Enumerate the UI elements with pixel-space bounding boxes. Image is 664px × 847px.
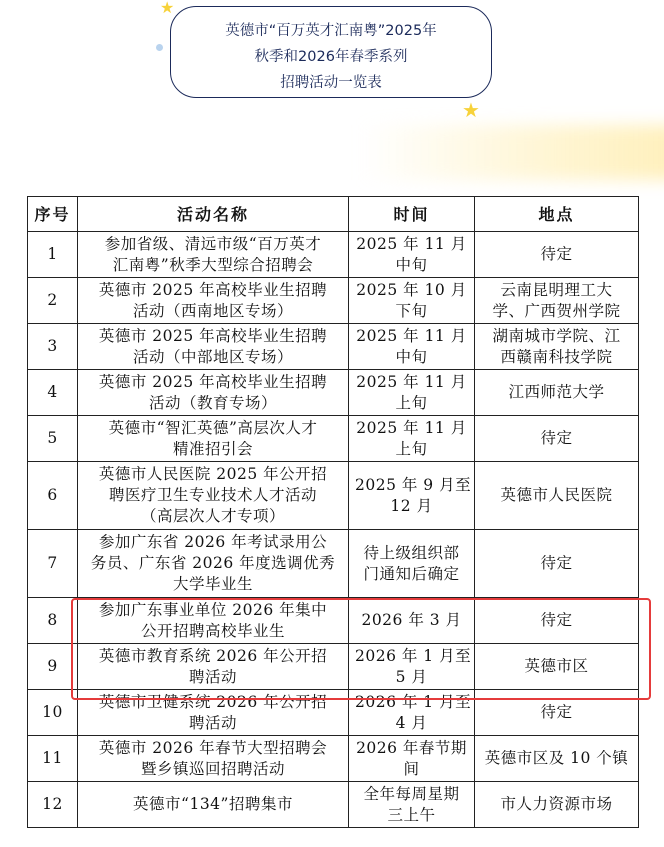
row-name-line: 活动（西南地区专场） bbox=[132, 301, 293, 320]
star-icon: ★ bbox=[462, 98, 480, 122]
row-place-cell bbox=[475, 598, 639, 644]
row-name-cell bbox=[78, 782, 349, 828]
row-place-cell bbox=[475, 232, 639, 278]
decorative-glow bbox=[360, 125, 664, 180]
row-time-cell bbox=[349, 232, 475, 278]
row-place-line: 待定 bbox=[540, 429, 573, 447]
row-place-line: 市人力资源市场 bbox=[500, 795, 613, 813]
table-row bbox=[28, 530, 639, 598]
row-place-cell bbox=[475, 530, 639, 598]
row-name-line: 英德市教育系统 2026 年公开招 bbox=[98, 646, 328, 665]
row-time-cell bbox=[349, 644, 475, 690]
row-name-line: 英德市 2025 年高校毕业生招聘 bbox=[98, 372, 328, 391]
row-name-cell bbox=[78, 232, 349, 278]
row-number: 8 bbox=[28, 598, 78, 644]
row-number: 7 bbox=[28, 530, 78, 598]
row-place-cell bbox=[475, 462, 639, 530]
row-place-cell bbox=[475, 324, 639, 370]
row-place-line: 待定 bbox=[540, 611, 573, 629]
row-place-cell bbox=[475, 416, 639, 462]
row-place-line: 待定 bbox=[540, 245, 573, 263]
row-name-line: （高层次人才专项） bbox=[140, 507, 285, 525]
row-time-line: 2025 年 9 月至 bbox=[355, 475, 472, 494]
row-time-line: 2026 年春节期 bbox=[356, 738, 467, 757]
row-time-line: 间 bbox=[403, 759, 420, 778]
row-time-line: 2025 年 10 月 bbox=[356, 280, 467, 299]
row-name-cell bbox=[78, 690, 349, 736]
title-line-1: 英德市“百万英才汇南粤”2025年 bbox=[225, 23, 437, 39]
row-time-line: 下旬 bbox=[395, 301, 428, 320]
row-number: 11 bbox=[28, 736, 78, 782]
row-place-line: 西赣南科技学院 bbox=[500, 347, 613, 366]
row-name-line: 精准招引会 bbox=[172, 439, 253, 458]
row-number: 4 bbox=[28, 370, 78, 416]
row-place-line: 云南昆明理工大 bbox=[500, 280, 613, 299]
row-name-line: 公开招聘高校毕业生 bbox=[140, 621, 285, 640]
row-name-cell bbox=[78, 370, 349, 416]
row-place-cell bbox=[475, 690, 639, 736]
table-header-row bbox=[28, 197, 639, 232]
column-header-name: 活动名称 bbox=[78, 197, 349, 232]
row-time-cell bbox=[349, 278, 475, 324]
row-time-line: 上旬 bbox=[395, 393, 428, 412]
row-number: 1 bbox=[28, 232, 78, 278]
row-name-cell bbox=[78, 416, 349, 462]
row-place-cell bbox=[475, 736, 639, 782]
column-header-time: 时间 bbox=[349, 197, 475, 232]
row-place-line: 湖南城市学院、江 bbox=[492, 326, 621, 345]
column-header-no: 序号 bbox=[28, 197, 78, 232]
row-time-line: 2025 年 11 月 bbox=[356, 372, 467, 391]
row-name-line: 英德市 2025 年高校毕业生招聘 bbox=[98, 326, 328, 345]
row-time-line: 2026 年 1 月至 bbox=[355, 692, 472, 711]
row-name-cell bbox=[78, 462, 349, 530]
row-name-cell bbox=[78, 324, 349, 370]
star-icon: ★ bbox=[160, 0, 175, 17]
row-time-cell bbox=[349, 324, 475, 370]
row-time-line: 2025 年 11 月 bbox=[356, 418, 467, 437]
title-box bbox=[170, 6, 492, 98]
row-name-line: 聘活动 bbox=[188, 713, 237, 732]
table-row bbox=[28, 644, 639, 690]
row-name-cell bbox=[78, 736, 349, 782]
row-name-line: 英德市人民医院 2025 年公开招 bbox=[98, 465, 328, 483]
row-name-cell bbox=[78, 598, 349, 644]
row-name-cell bbox=[78, 278, 349, 324]
row-time-line: 全年每周星期 bbox=[363, 784, 460, 803]
row-name-line: 参加广东事业单位 2026 年集中 bbox=[98, 600, 328, 619]
row-name-cell bbox=[78, 644, 349, 690]
row-place-line: 英德市人民医院 bbox=[500, 486, 613, 504]
row-place-line: 学、广西贺州学院 bbox=[492, 301, 621, 320]
row-time-line: 2025 年 11 月 bbox=[356, 234, 467, 253]
row-name-line: 大学毕业生 bbox=[172, 575, 253, 593]
table-row bbox=[28, 370, 639, 416]
row-time-cell bbox=[349, 370, 475, 416]
table-row bbox=[28, 598, 639, 644]
row-time-cell bbox=[349, 736, 475, 782]
table-row bbox=[28, 278, 639, 324]
table-row bbox=[28, 736, 639, 782]
table-row bbox=[28, 416, 639, 462]
row-name-line: 参加省级、清远市级“百万英才 bbox=[104, 234, 322, 253]
row-name-line: 活动（中部地区专场） bbox=[132, 347, 293, 366]
row-time-line: 5 月 bbox=[395, 667, 428, 686]
row-place-cell bbox=[475, 370, 639, 416]
row-name-line: 英德市“智汇英德”高层次人才 bbox=[108, 418, 318, 437]
table-row bbox=[28, 232, 639, 278]
table-row bbox=[28, 324, 639, 370]
row-number: 9 bbox=[28, 644, 78, 690]
row-time-line: 上旬 bbox=[395, 439, 428, 458]
row-name-line: 务员、广东省 2026 年度选调优秀 bbox=[90, 554, 336, 572]
row-time-cell bbox=[349, 530, 475, 598]
row-time-cell bbox=[349, 782, 475, 828]
row-name-line: 聘医疗卫生专业技术人才活动 bbox=[108, 486, 317, 504]
row-place-line: 英德市区及 10 个镇 bbox=[484, 749, 629, 767]
row-time-cell bbox=[349, 690, 475, 736]
row-number: 12 bbox=[28, 782, 78, 828]
row-time-line: 待上级组织部 bbox=[363, 543, 460, 562]
row-time-cell bbox=[349, 416, 475, 462]
row-place-line: 英德市区 bbox=[524, 657, 589, 675]
row-time-line: 2026 年 1 月至 bbox=[355, 646, 472, 665]
row-name-line: 英德市卫健系统 2026 年公开招 bbox=[98, 692, 328, 711]
row-place-line: 待定 bbox=[540, 554, 573, 572]
row-number: 3 bbox=[28, 324, 78, 370]
row-name-line: 暨乡镇巡回招聘活动 bbox=[140, 759, 285, 778]
row-place-cell bbox=[475, 278, 639, 324]
row-name-line: 汇南粤”秋季大型综合招聘会 bbox=[112, 255, 314, 274]
title-line-3: 招聘活动一览表 bbox=[280, 75, 382, 91]
row-place-line: 待定 bbox=[540, 703, 573, 721]
row-number: 2 bbox=[28, 278, 78, 324]
title-line-2: 秋季和2026年春季系列 bbox=[254, 49, 408, 65]
column-header-place: 地点 bbox=[475, 197, 639, 232]
row-number: 6 bbox=[28, 462, 78, 530]
row-time-line: 4 月 bbox=[395, 713, 428, 732]
row-time-line: 2025 年 11 月 bbox=[356, 326, 467, 345]
table-row bbox=[28, 462, 639, 530]
row-time-line: 中旬 bbox=[395, 347, 428, 366]
row-place-cell bbox=[475, 644, 639, 690]
row-time-line: 三上午 bbox=[387, 805, 436, 824]
row-place-line: 江西师范大学 bbox=[508, 383, 605, 401]
row-time-line: 中旬 bbox=[395, 255, 428, 274]
row-name-line: 参加广东省 2026 年考试录用公 bbox=[98, 533, 328, 551]
table-row bbox=[28, 782, 639, 828]
row-number: 10 bbox=[28, 690, 78, 736]
row-name-line: 活动（教育专场） bbox=[148, 393, 277, 412]
row-time-cell bbox=[349, 598, 475, 644]
decorative-dot bbox=[156, 44, 163, 51]
row-time-line: 门通知后确定 bbox=[363, 564, 460, 583]
row-name-line: 聘活动 bbox=[188, 667, 237, 686]
row-time-line: 2026 年 3 月 bbox=[361, 611, 462, 629]
row-name-line: 英德市“134”招聘集市 bbox=[133, 795, 293, 813]
row-name-cell bbox=[78, 530, 349, 598]
table-row bbox=[28, 690, 639, 736]
row-time-line: 12 月 bbox=[390, 496, 433, 515]
row-time-cell bbox=[349, 462, 475, 530]
row-number: 5 bbox=[28, 416, 78, 462]
row-name-line: 英德市 2026 年春节大型招聘会 bbox=[98, 738, 328, 757]
recruitment-table bbox=[27, 196, 639, 828]
row-name-line: 英德市 2025 年高校毕业生招聘 bbox=[98, 280, 328, 299]
row-place-cell bbox=[475, 782, 639, 828]
